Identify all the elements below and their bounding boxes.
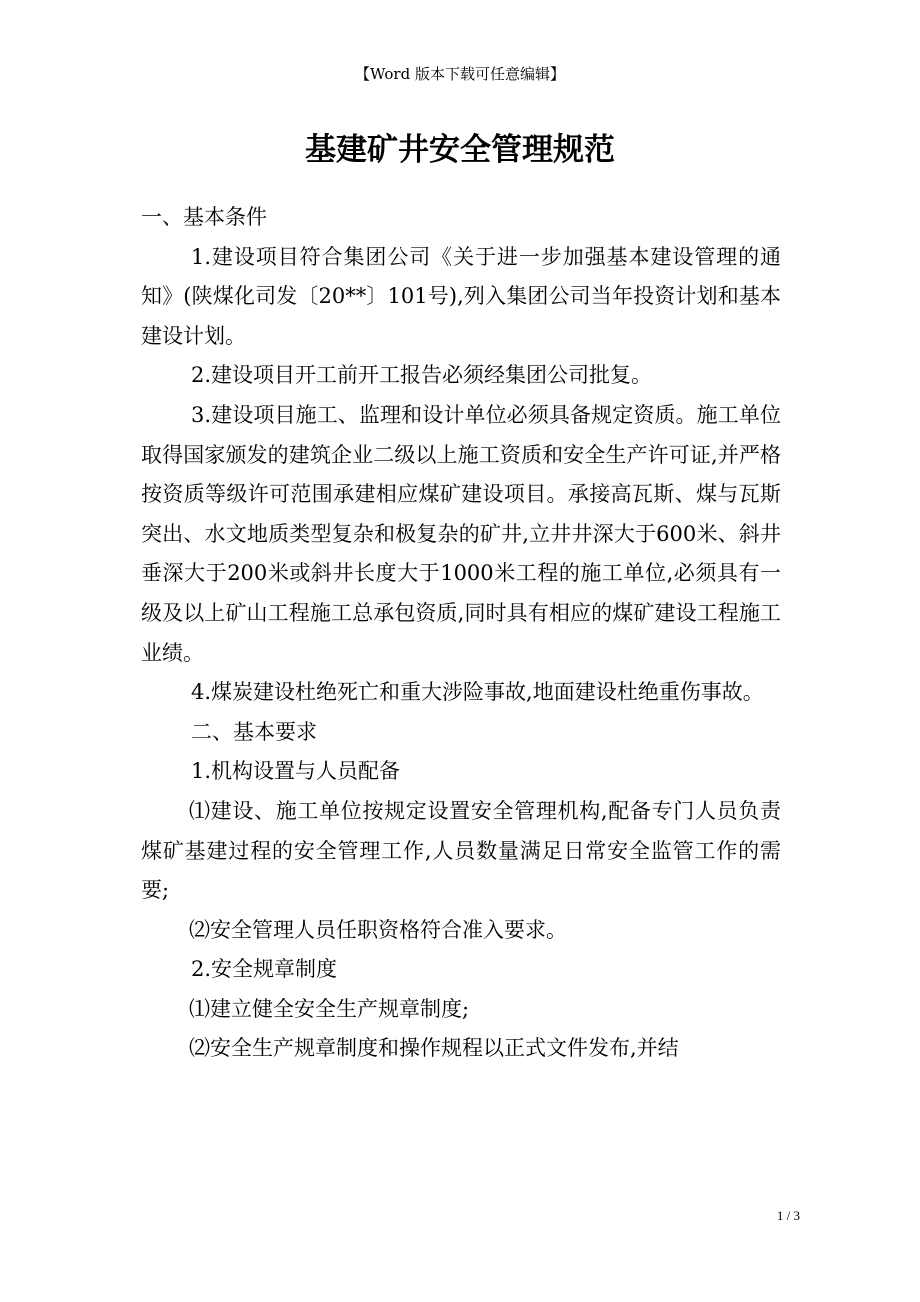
paragraph-2: 2.建设项目开工前开工报告必须经集团公司批复。 xyxy=(191,363,653,388)
subsection-heading-1: 1.机构设置与人员配备 xyxy=(191,759,401,784)
subsection-heading-2: 2.安全规章制度 xyxy=(191,957,338,982)
document-title: 基建矿井安全管理规范 xyxy=(305,132,615,168)
paragraph-3: 3.建设项目施工、监理和设计单位必须具备规定资质。施工单位取得国家颁发的建筑企业二级以上施工资质和安全生产许可证,并严格按资质等级许可范围承建相应煤矿建设项目。承接高瓦斯、煤与瓦斯突出、水文地质类型复杂和极复杂的矿井,立井井深大于600米、斜井垂深大于200米或斜井长度大于1000米工程的施工单位,必须具有一级及以上矿山工程施工总承包资质,同时具有相应的煤矿建设工程施工业绩。 xyxy=(141,402,781,665)
paragraph-7: ⑴建立健全安全生产规章制度; xyxy=(189,996,470,1021)
paragraph-1: 1.建设项目符合集团公司《关于进一步加强基本建设管理的通知》(陕煤化司发〔20**〕101号),列入集团公司当年投资计划和基本建设计划。 xyxy=(141,244,781,348)
header-note: 【Word 版本下载可任意编辑】 xyxy=(355,65,565,83)
paragraph-4: 4.煤炭建设杜绝死亡和重大涉险事故,地面建设杜绝重伤事故。 xyxy=(191,680,764,705)
paragraph-8: ⑵安全生产规章制度和操作规程以正式文件发布,并结 xyxy=(189,1036,679,1061)
document-body xyxy=(141,198,781,1069)
section-heading-1: 一、基本条件 xyxy=(141,205,267,229)
page-number: 1 / 3 xyxy=(776,1208,800,1223)
paragraph-5: ⑴建设、施工单位按规定设置安全管理机构,配备专门人员负责煤矿基建过程的安全管理工作,人员数量满足日常安全监管工作的需要; xyxy=(141,798,781,903)
paragraph-6: ⑵安全管理人员任职资格符合准入要求。 xyxy=(189,917,567,942)
section-heading-2: 二、基本要求 xyxy=(191,719,317,744)
